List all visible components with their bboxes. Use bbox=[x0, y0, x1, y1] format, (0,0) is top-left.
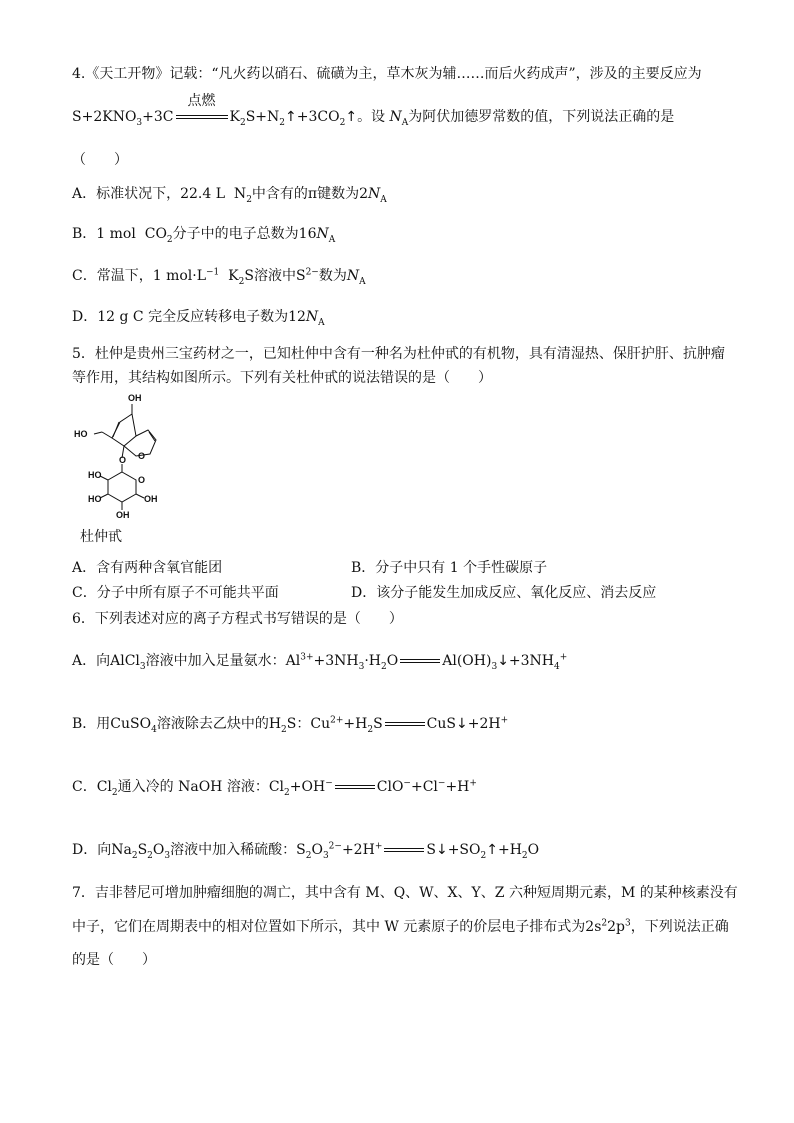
label-o-ring: O bbox=[138, 451, 146, 461]
q7-stem-line3: 的是（ ） bbox=[72, 952, 156, 968]
q4-reaction-equation: $S+2KNO_3+3C$ 点燃 $K_2S+N_2↑+3CO_2↑$ bbox=[72, 93, 358, 128]
label-oh: OH bbox=[144, 494, 158, 504]
label-ho: HO bbox=[88, 494, 102, 504]
label-o-glucose: O bbox=[138, 475, 146, 485]
q4-answer-paren: （ ） bbox=[72, 152, 128, 168]
q4-option-c: C．常温下，1 $mol\cdot L^{-1}$ $K_2S$溶液中$S^{2-}$数为$N_A$ bbox=[72, 267, 366, 287]
q4-equation-line: $S+2KNO_3+3C$ 点燃 $K_2S+N_2↑+3CO_2↑$。设 $N_A$为阿伏加德罗常数的值，下列说法正确的是 bbox=[72, 93, 675, 128]
q6-option-d: D．向$Na_2S_2O_3$溶液中加入稀硫酸：$S_2O_3^{2-}+2H^+$ $S↓+SO_2↑+H_2O$ bbox=[72, 841, 540, 861]
q7-stem-line2: 中子，它们在周期表中的相对位置如下所示，其中 W 元素原子的价层电子排布式为$2s^22p^3$，下列说法正确 bbox=[72, 918, 729, 935]
eucommiol-structure-diagram bbox=[72, 392, 162, 520]
q6-option-a: A．向AlCl$_3$溶液中加入足量氨水：$Al^{3+}+3NH_3\cdot H_2O$ $Al(OH)_3↓+3NH_4^+$ bbox=[72, 652, 568, 672]
q6-stem: 6．下列表述对应的离子方程式书写错误的是（ ） bbox=[72, 611, 403, 627]
label-ho: HO bbox=[74, 429, 88, 439]
q5-option-d: D．该分子能发生加成反应、氧化反应、消去反应 bbox=[351, 585, 657, 601]
q4-option-b: B．1 mol $CO_2$分子中的电子总数为$16N_A$ bbox=[72, 226, 336, 245]
ignition-condition: 点燃 bbox=[187, 93, 216, 109]
q5-option-a: A．含有两种含氧官能团 bbox=[72, 560, 223, 576]
label-oh: OH bbox=[116, 510, 130, 520]
q4-stem-line1: 4.《天工开物》记载：“凡火药以硝石、硫磺为主，草木灰为辅……而后火药成声”，涉及的主要反应为 bbox=[72, 66, 702, 82]
q6-option-c: C．$Cl_2$通入冷的 NaOH 溶液：$Cl_2+OH^-$ ClO−+Cl−+H+ bbox=[72, 778, 477, 798]
q4-option-a: A．标准状况下，22.4 L $N_2$中含有的π键数为$2N_A$ bbox=[72, 186, 387, 205]
q5-option-b: B．分子中只有 1 个手性碳原子 bbox=[351, 560, 548, 576]
q4-option-d: D．12 g C 完全反应转移电子数为$12N_A$ bbox=[72, 309, 325, 328]
label-ho: HO bbox=[88, 470, 102, 480]
q5-stem-line1: 5．杜仲是贵州三宝药材之一，已知杜仲中含有一种名为杜仲甙的有机物，具有清湿热、保肝护肝、抗肿瘤 bbox=[72, 346, 725, 362]
label-o-glycosidic: O bbox=[119, 455, 127, 465]
q5-stem-line2: 等作用，其结构如图所示。下列有关杜仲甙的说法错误的是（ ） bbox=[72, 370, 492, 386]
label-oh: OH bbox=[128, 393, 142, 403]
q7-stem-line1: 7．吉非替尼可增加肿瘤细胞的凋亡，其中含有 M、Q、W、X、Y、Z 六种短周期元素，M 的某种核素没有 bbox=[72, 885, 738, 901]
q5-option-c: C．分子中所有原子不可能共平面 bbox=[72, 585, 279, 601]
q6-option-b: B．用CuSO$_4$溶液除去乙炔中的$H_2S$：$Cu^{2+}+H_2S$ CuS↓+2H+ bbox=[72, 715, 509, 735]
reaction-equals-sign bbox=[176, 93, 228, 125]
structure-caption: 杜仲甙 bbox=[80, 529, 122, 545]
